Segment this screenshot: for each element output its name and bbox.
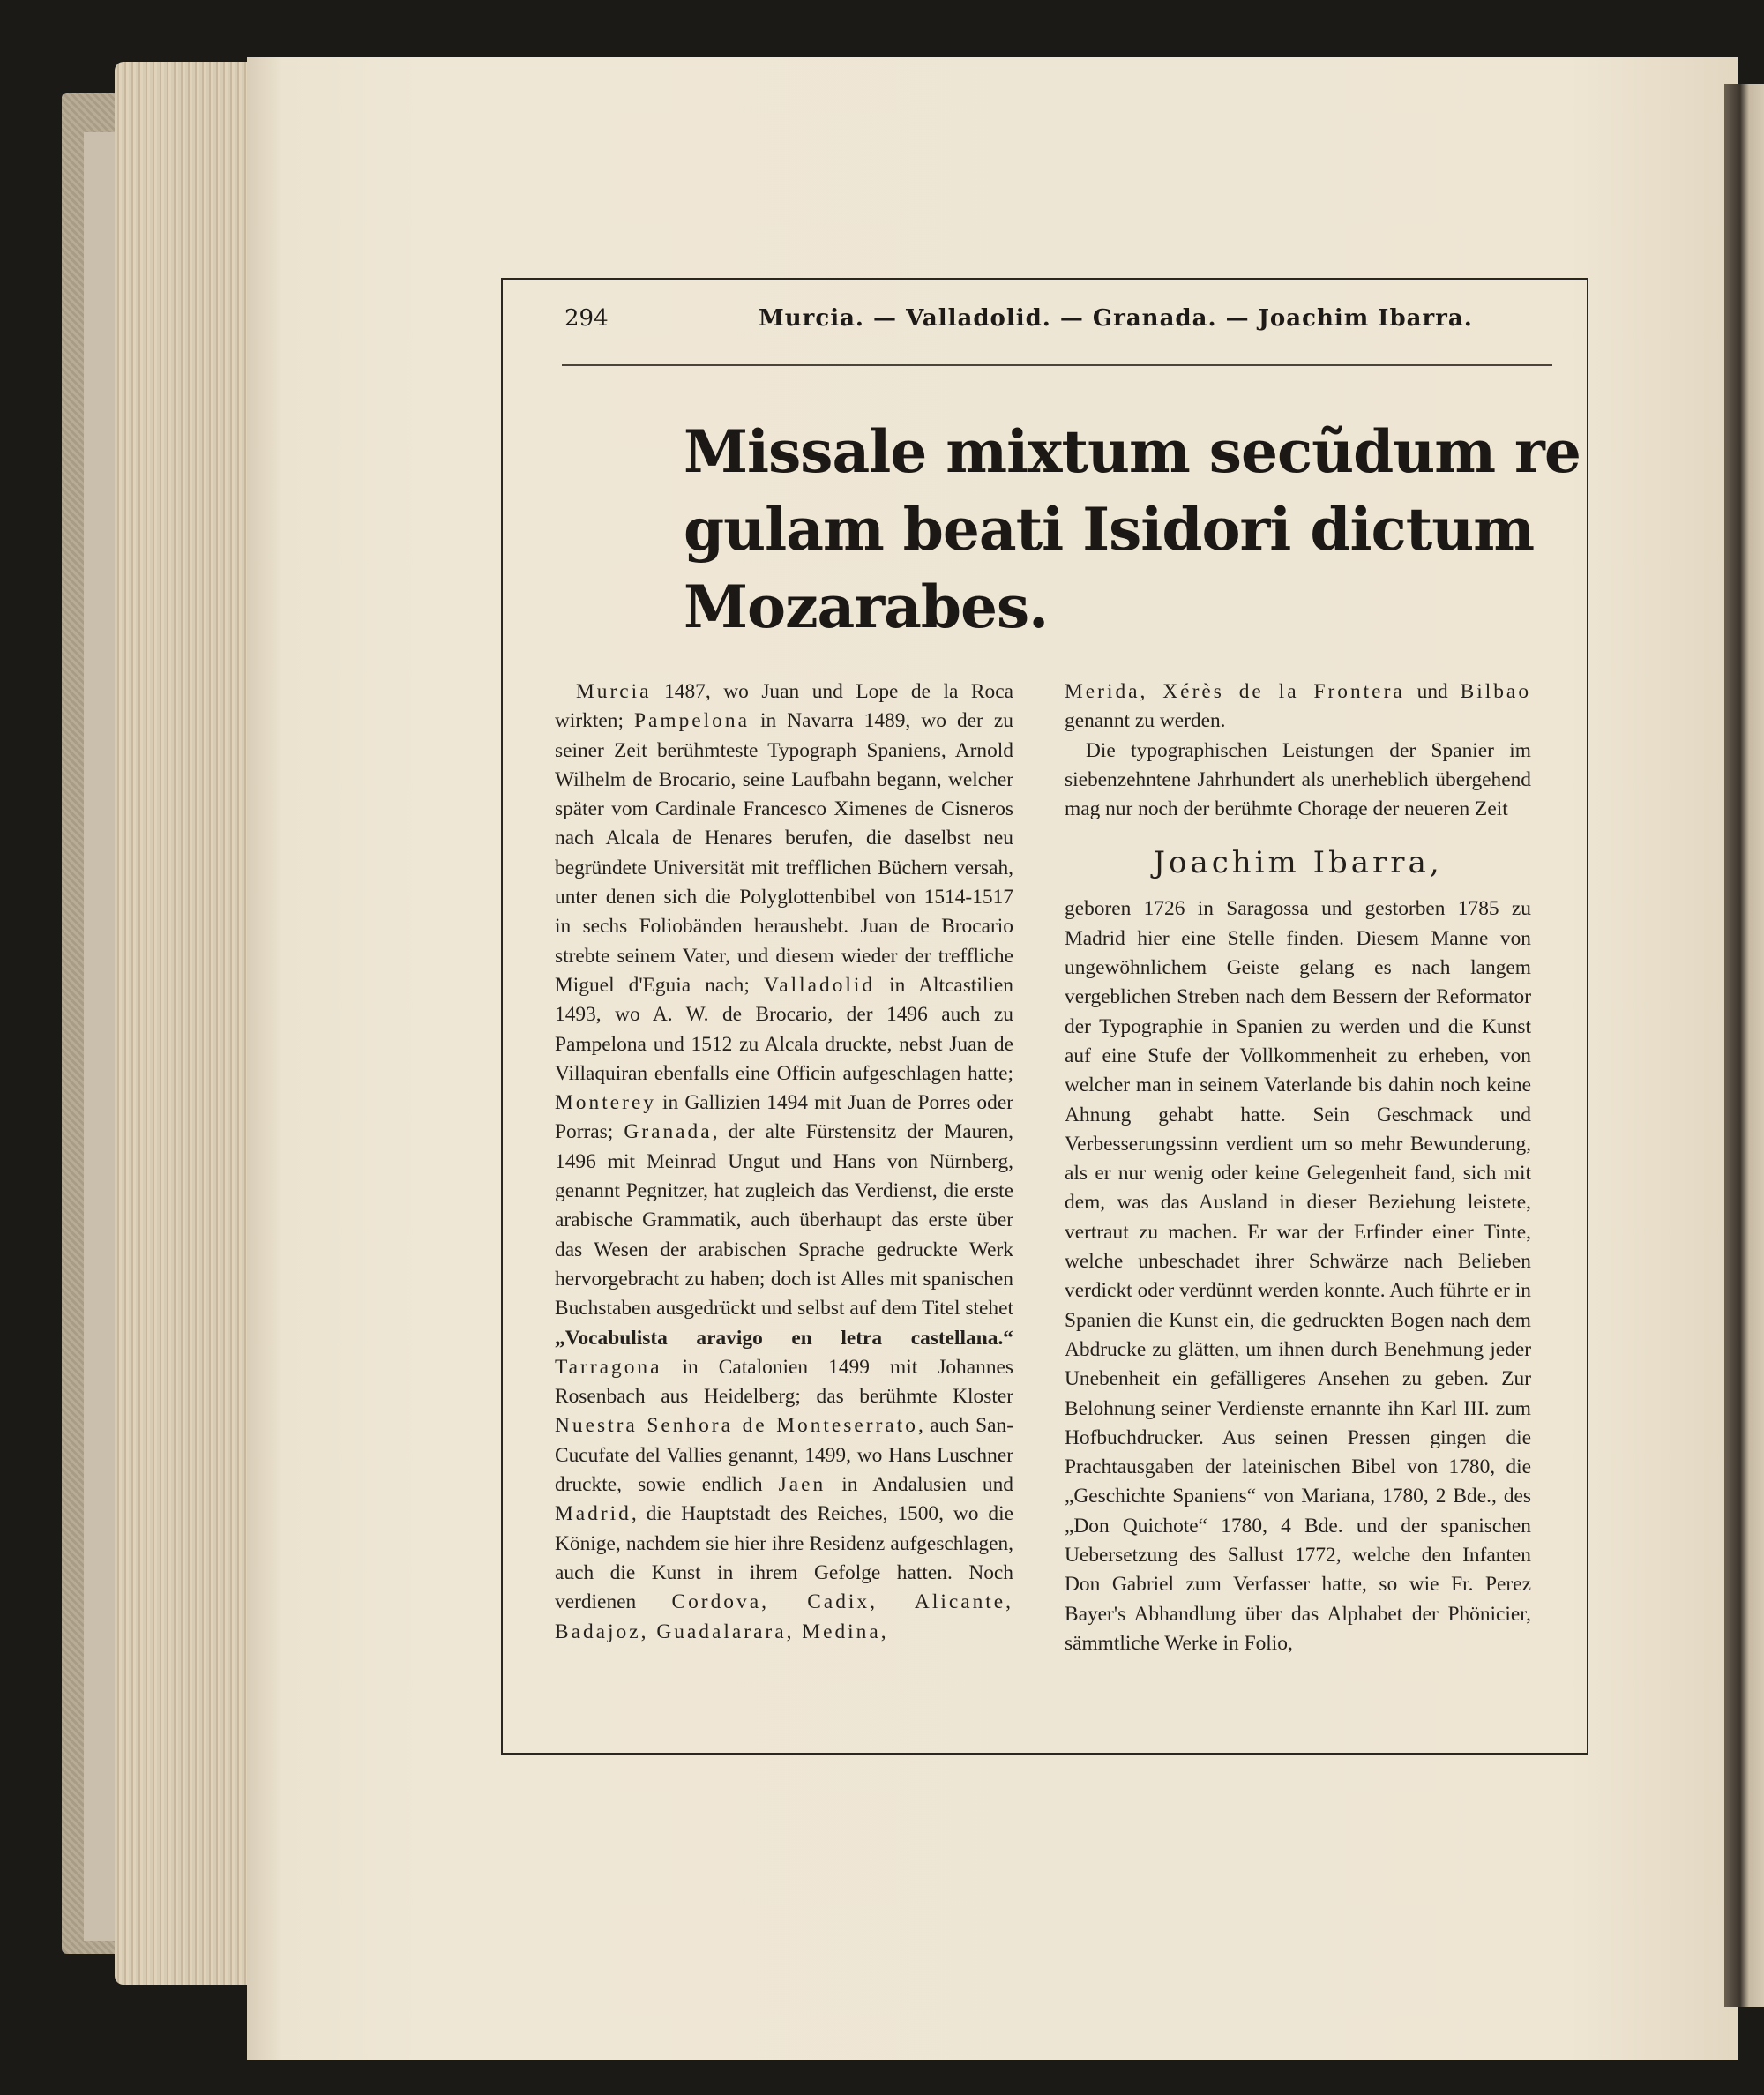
text-run: genannt zu werden.: [1065, 709, 1226, 733]
right-column: [1065, 677, 1531, 1658]
place-name: Merida, Xérès de la Frontera: [1065, 680, 1405, 703]
text-run: , auch San-Cucufate del Vallies genannt, 1499, wo Hans Luschner druckte, sowie endlich: [555, 1414, 1014, 1497]
place-name: Bilbao: [1460, 680, 1532, 703]
paragraph: [1065, 677, 1531, 737]
text-run: 1487, wo Juan und Lope de la Roca wirkten;: [555, 680, 1013, 733]
book-title: „Vocabulista aravigo en letra castellana.“: [555, 1326, 1013, 1350]
text-run: , der alte Fürstensitz der Mauren, 1496 mit Meinrad Ungut und Hans von Nürnberg, genannt Pegnitzer, hat zugleich das Verdienst, die erste arabische Grammatik, auch überhaupt das erste über das Wesen der arabischen Sprache gedruckte Werk hervorgebracht zu haben; doch ist Alles mit spanischen Buchstaben ausgedrückt und selbst auf dem Titel stehet: [555, 1120, 1013, 1321]
text-run: in Andalusien und: [826, 1473, 1013, 1497]
header-rule: [562, 364, 1552, 366]
text-run: in Gallizien 1494 mit Juan de Porres oder Porras;: [555, 1091, 1013, 1144]
text-run: in Altcastilien 1493, wo A. W. de Brocario, der 1496 auch zu Pampelona und 1512 zu Alcala druckte, nebst Juan de Villaquiran ebenfalls eine Officin aufgeschlagen hatte;: [555, 973, 1013, 1085]
specimen-line: Missale mixtum secũdum re: [684, 417, 1581, 486]
place-name: Tarragona: [555, 1355, 662, 1379]
text-run: in Catalonien 1499 mit Johannes Rosenbach aus Heidelberg; das berühmte Kloster: [555, 1355, 1013, 1409]
text-run: , die Hauptstadt des Reiches, 1500, wo die Könige, nachdem sie hier ihre Residenz aufgeschlagen, auch die Kunst in ihrem Gefolge hatten. Noch verdienen: [555, 1502, 1013, 1614]
place-name: Nuestra Senhora de Monteserrato: [555, 1414, 918, 1438]
paragraph: [555, 677, 1013, 1647]
place-name: Granada: [624, 1120, 713, 1144]
paragraph: Die typographischen Leistungen der Spanier im siebenzehntene Jahrhundert als unerheblich übergehend mag nur noch der berühmte Chorage der neueren Zeit: [1065, 738, 1531, 821]
paragraph: geboren 1726 in Saragossa und gestorben 1785 zu Madrid hier eine Stelle finden. Diesem Manne von ungewöhnlichem Geiste gelang es nach langem vergeblichen Streben nach dem Bessern der Reformator der Typographie in Spanien zu werden und die Kunst auf eine Stufe der Vollkommenheit zu erheben, von welcher man in seinem Vaterlande bis dahin noch keine Ahnung gehabt hatte. Sein Geschmack und Verbesserungssinn verdient um so mehr Bewunderung, als er nur wenig oder keine Gelegenheit fand, sich mit dem, was das Ausland in dieser Beziehung leistete, vertraut zu machen. Er war der Erfinder einer Tinte, welche unbeschadet ihrer Schwärze nach Belieben verdickt oder verdünnt werden konnte. Auch führte er in Spanien die Kunst ein, die gedruckten Bogen nach dem Abdrucke zu glätten, um ihnen durch Benehmung jeder Unebenheit ein gefälligeres Ansehen zu geben. Zur Belohnung seiner Verdienste ernannte ihn Karl III. zum Hofbuchdrucker. Aus seinen Pressen gingen die Prachtausgaben der lateinischen Bibel von 1780, die „Geschichte Spaniens“ von Mariana, 1780, 2 Bde., des „Don Quichote“ 1780, 4 Bde. und der spanischen Uebersetzung des Sallust 1772, welche den Infanten Don Gabriel zum Verfasser hatte, so wie Fr. Perez Bayer's Abhandlung über das Alphabet der Phönicier, sämmtliche Werke in Folio,: [1065, 897, 1531, 1655]
page-number: 294: [564, 305, 609, 332]
place-name: Valladolid: [763, 973, 876, 997]
place-name: Pampelona: [634, 709, 750, 733]
place-name: Madrid: [555, 1502, 632, 1526]
running-title: Murcia. — Valladolid. — Granada. — Joachim Ibarra.: [759, 305, 1473, 332]
text-run: in Navarra 1489, wo der zu seiner Zeit berühmteste Typograph Spaniens, Arnold Wilhelm de Brocario, seine Laufbahn begann, welcher später vom Cardinale Francesco Ximenes de Cisneros nach Alcala de Henares berufen, die daselbst neu begründete Universität mit trefflichen Büchern versah, unter denen sich die Polyglottenbibel von 1514-1517 in sechs Foliobänden heraushebt. Juan de Brocario strebte seinem Vater, und diesem wieder der treffliche Miguel d'Eguia nach;: [555, 709, 1013, 997]
specimen-line: Mozarabes.: [684, 572, 1049, 641]
place-name: Jaen: [778, 1473, 826, 1497]
book-gutter: [1724, 84, 1764, 2007]
running-head: [564, 298, 1552, 342]
section-heading: Joachim Ibarra,: [1153, 845, 1443, 881]
place-name: Murcia: [576, 680, 652, 703]
page-edges: [115, 62, 256, 1985]
left-column: [555, 677, 1013, 1647]
specimen-line: gulam beati Isidori dictum: [684, 495, 1535, 564]
place-name: Monterey: [555, 1091, 656, 1115]
blackletter-specimen: [684, 413, 1581, 646]
place-name: Cordova, Cadix, Alicante, Badajoz, Guadalarara, Medina,: [555, 1590, 1014, 1643]
text-run: und: [1404, 680, 1461, 703]
